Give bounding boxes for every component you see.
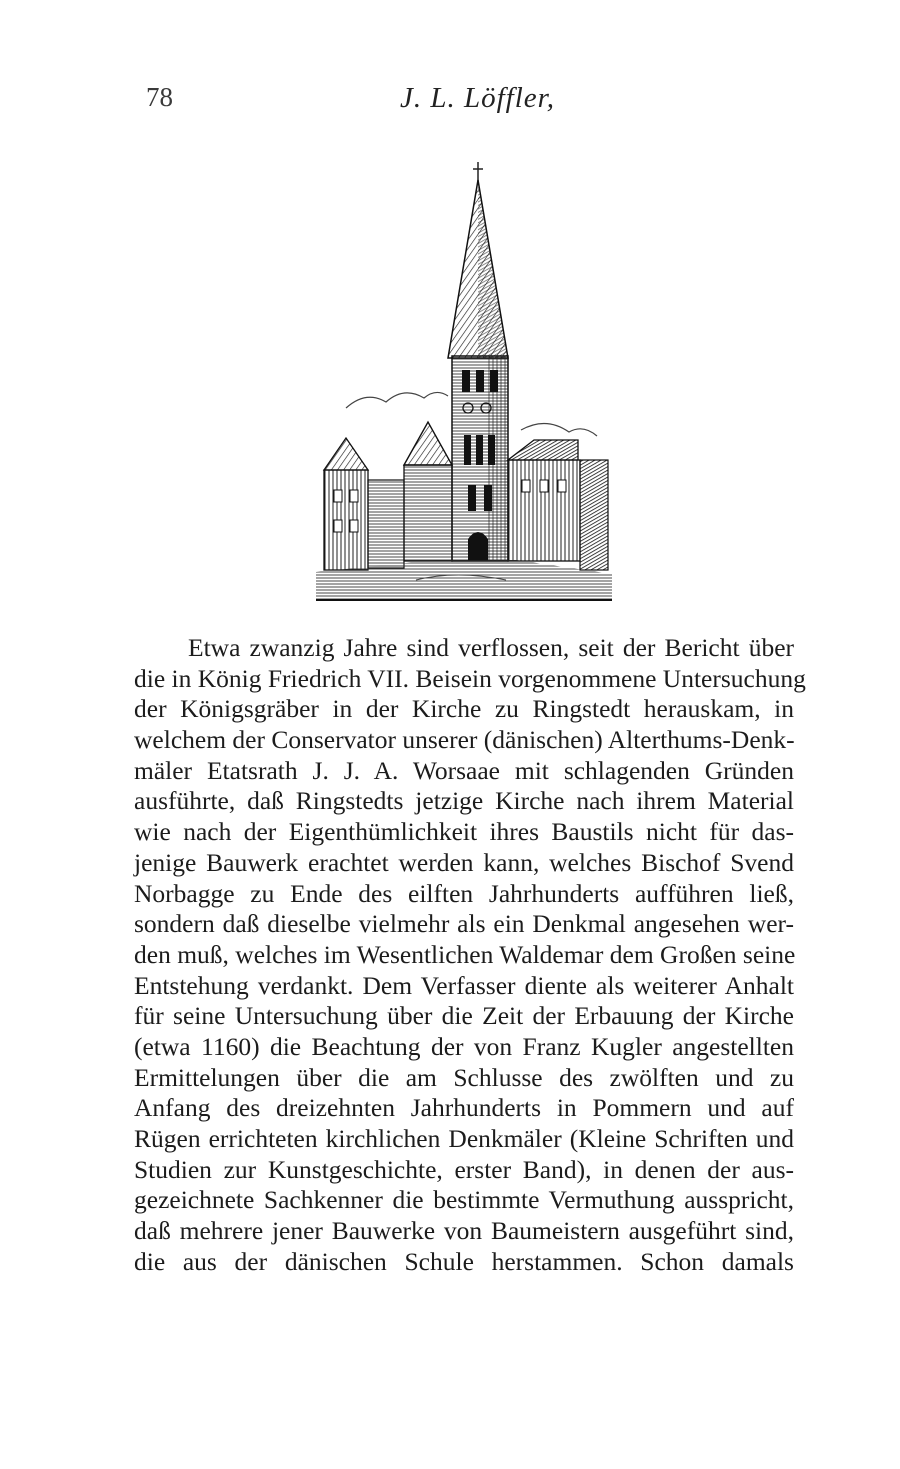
text-line: Anfang des dreizehnten Jahrhunderts in Pommern und auf	[134, 1093, 794, 1123]
text-line: den muß, welches im Wesentlichen Waldemar dem Großen seine	[134, 939, 796, 969]
text-line: wie nach der Eigenthümlichkeit ihres Baustils nicht für das-	[134, 817, 794, 847]
church-engraving	[316, 160, 612, 610]
page-number: 78	[146, 82, 173, 112]
text-line: Etwa zwanzig Jahre sind verflossen, seit der Bericht über	[188, 633, 794, 662]
text-line: gezeichnete Sachkenner die bestimmte Vermuthung ausspricht,	[134, 1185, 794, 1215]
text-line: daß mehrere jener Bauwerke von Baumeistern ausgeführt sind,	[134, 1216, 794, 1246]
text-line: für seine Untersuchung über die Zeit der Erbauung der Kirche	[134, 1001, 794, 1031]
text-line: Entstehung verdankt. Dem Verfasser diente als weiterer Anhalt	[134, 970, 794, 1000]
text-line: die in König Friedrich VII. Beisein vorgenommene Untersuchung	[134, 663, 806, 693]
text-line: jenige Bauwerk erachtet werden kann, welches Bischof Svend	[134, 847, 794, 877]
text-line: welchem der Conservator unserer (dänischen) Alterthums-Denk-	[134, 725, 795, 755]
text-line: der Königsgräber in der Kirche zu Ringstedt herauskam, in	[134, 694, 794, 724]
text-line: Ermittelungen über die am Schlusse des zwölften und zu	[134, 1062, 794, 1092]
text-line: sondern daß dieselbe vielmehr als ein Denkmal angesehen wer-	[134, 909, 794, 939]
text-line: (etwa 1160) die Beachtung der von Franz Kugler angestellten	[134, 1031, 794, 1061]
text-line: ausführte, daß Ringstedts jetzige Kirche nach ihrem Material	[134, 786, 794, 816]
text-line: die aus der dänischen Schule herstammen. Schon damals	[134, 1246, 794, 1276]
text-line: Studien zur Kunstgeschichte, erster Band), in denen der aus-	[134, 1154, 794, 1184]
running-head: J. L. Löffler,	[400, 82, 555, 114]
text-line: Norbagge zu Ende des eilften Jahrhunderts aufführen ließ,	[134, 878, 794, 908]
body-text	[134, 633, 806, 1277]
text-line: Rügen errichteten kirchlichen Denkmäler (Kleine Schriften und	[134, 1124, 794, 1153]
text-line: mäler Etatsrath J. J. A. Worsaae mit schlagenden Gründen	[134, 755, 794, 785]
